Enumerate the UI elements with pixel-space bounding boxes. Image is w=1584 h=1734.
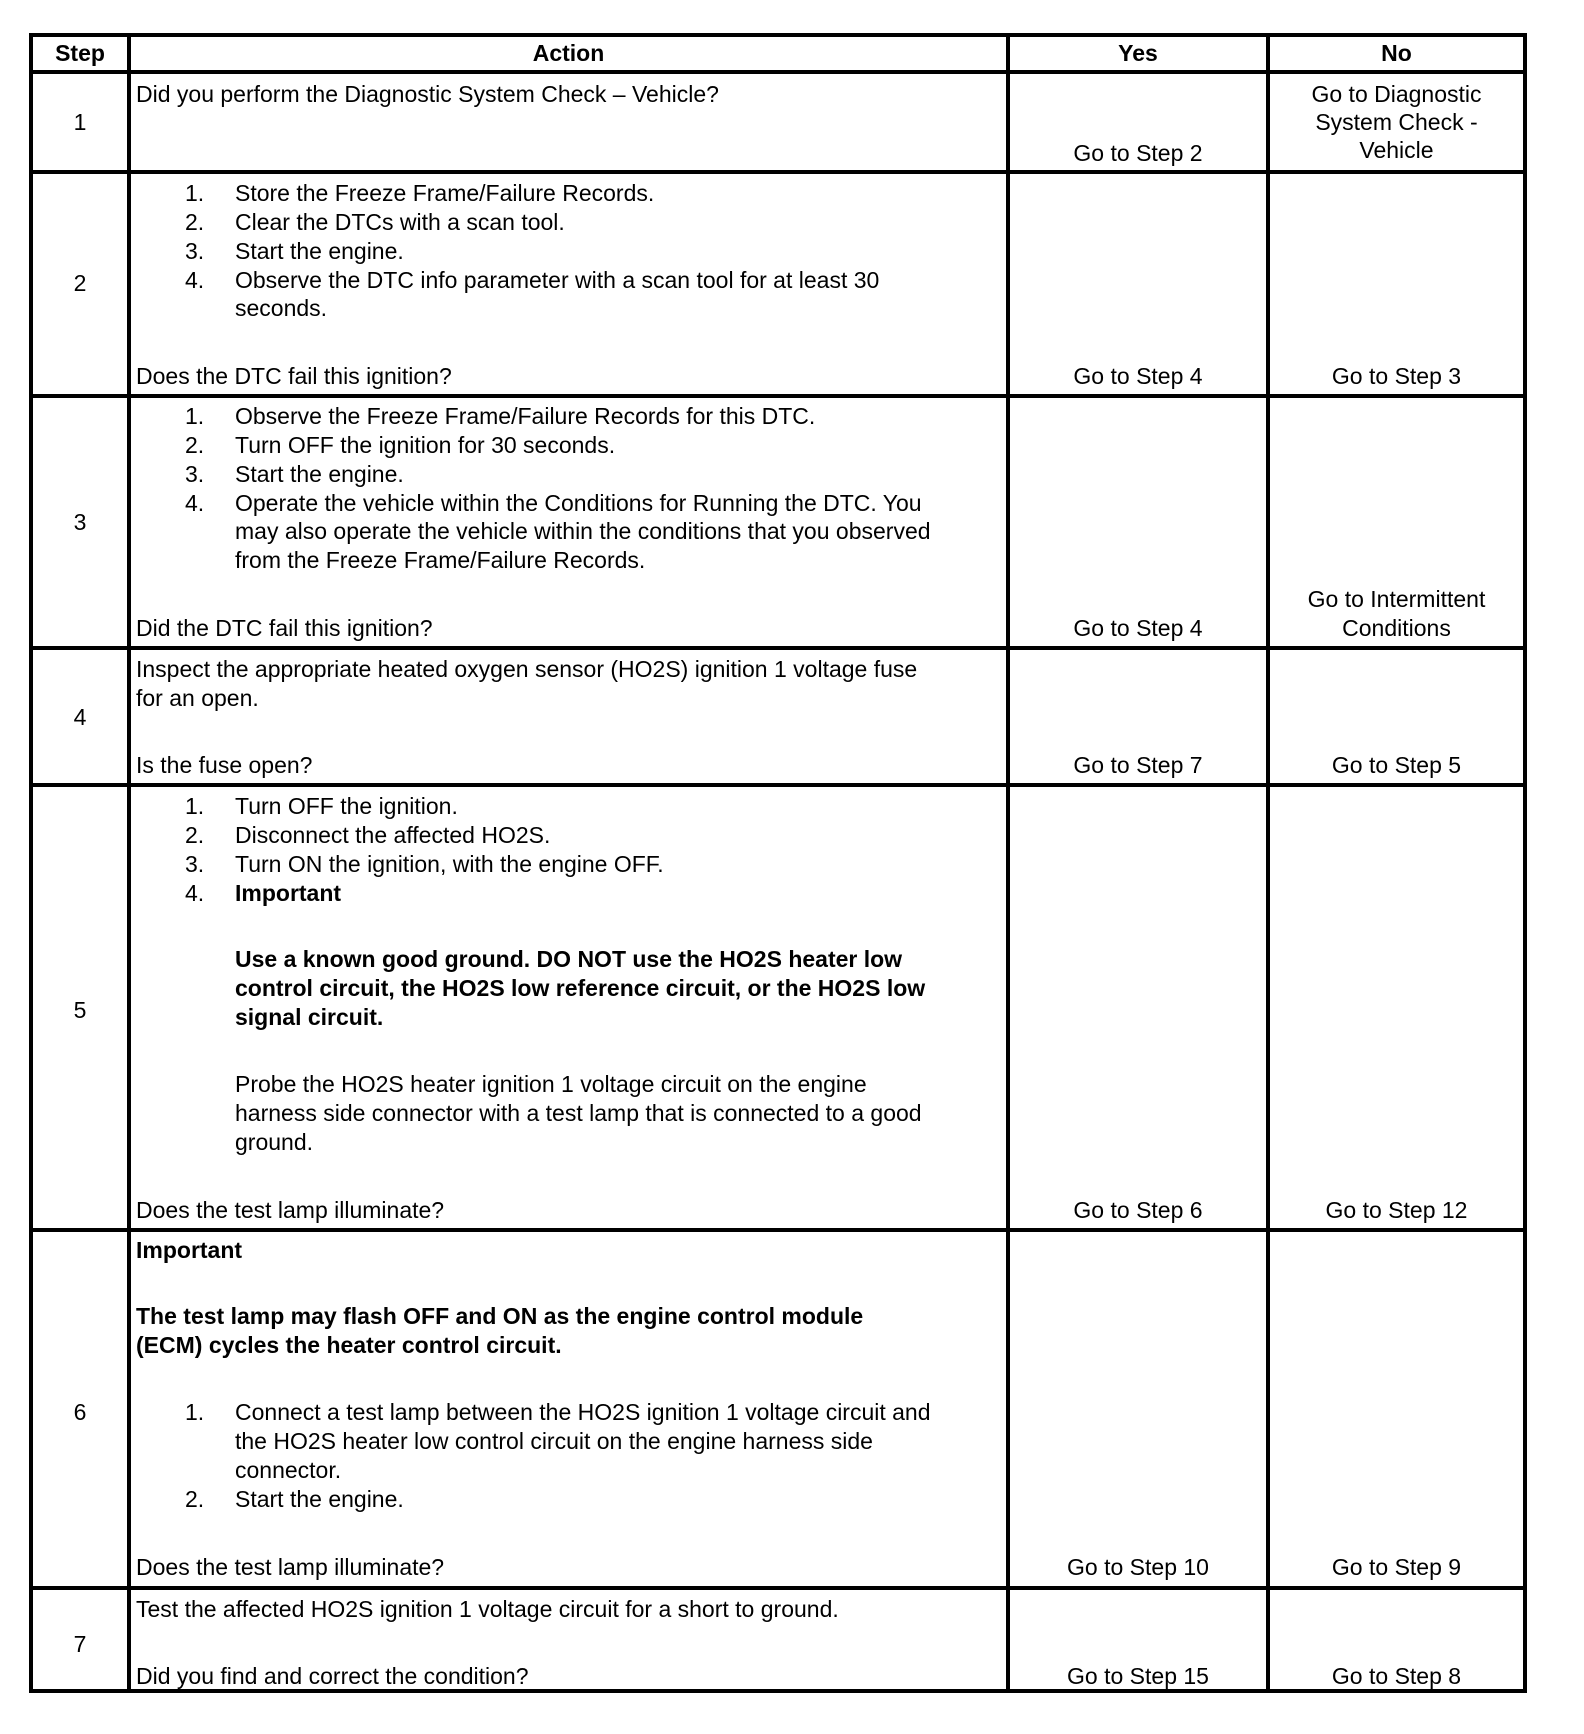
yes-result: Go to Step 15 [1067,1663,1209,1689]
list-item: Disconnect the affected HO2S. [235,822,551,848]
action-text: Test the affected HO2S ignition 1 voltage circuit for a short to ground. [136,1596,839,1622]
list-item: connector. [235,1457,342,1483]
no-result: System Check - [1315,109,1478,135]
important-label: Important [235,880,342,906]
no-result: Go to Step 5 [1331,752,1462,778]
action-question: Is the fuse open? [136,752,313,778]
list-item: from the Freeze Frame/Failure Records. [235,547,646,573]
action-text: Did you perform the Diagnostic System Check – Vehicle? [136,81,719,107]
list-item: Store the Freeze Frame/Failure Records. [235,180,655,206]
list-item: Start the engine. [235,238,404,264]
important-note: control circuit, the HO2S low reference circuit, or the HO2S low [235,975,926,1001]
header-divider [29,70,1527,74]
step-number: 5 [73,997,87,1023]
action-question: Did the DTC fail this ignition? [136,615,433,641]
yes-result: Go to Step 4 [1073,615,1203,641]
step-number: 2 [73,270,87,296]
list-number: 3. [185,851,205,877]
header-no: No [1381,40,1412,66]
column-divider [127,33,131,1693]
action-text: for an open. [136,685,259,711]
action-question: Does the test lamp illuminate? [136,1197,445,1223]
header-yes: Yes [1118,40,1158,66]
row-divider [29,394,1527,398]
table-border-right [1523,33,1527,1693]
no-result: Conditions [1342,615,1451,641]
yes-result: Go to Step 7 [1073,752,1203,778]
yes-result: Go to Step 6 [1073,1197,1203,1223]
diagnostic-table [29,33,1527,1693]
yes-result: Go to Step 2 [1073,140,1203,166]
step-number: 4 [73,704,87,730]
list-number: 4. [185,490,205,516]
list-item: Turn OFF the ignition. [235,793,458,819]
row-divider [29,646,1527,650]
list-number: 1. [185,180,205,206]
yes-result: Go to Step 4 [1073,363,1203,389]
list-item: Turn ON the ignition, with the engine OFF. [235,851,664,877]
step-number: 1 [73,109,87,135]
list-item: seconds. [235,295,328,321]
row-divider [29,170,1527,174]
table-border-bottom [29,1689,1527,1693]
list-number: 1. [185,793,205,819]
column-divider [1006,33,1010,1693]
no-result: Go to Diagnostic [1311,81,1482,107]
list-item: Connect a test lamp between the HO2S ignition 1 voltage circuit and [235,1399,931,1425]
important-label: Important [136,1237,243,1263]
probe-instruction: harness side connector with a test lamp that is connected to a good [235,1100,922,1126]
list-number: 3. [185,238,205,264]
list-item: Observe the Freeze Frame/Failure Records for this DTC. [235,403,816,429]
table-border-top [29,33,1527,37]
step-number: 6 [73,1399,87,1425]
row-divider [29,1228,1527,1232]
header-action: Action [532,40,605,66]
list-item: Turn OFF the ignition for 30 seconds. [235,432,616,458]
list-number: 4. [185,267,205,293]
action-question: Does the test lamp illuminate? [136,1554,445,1580]
header-step: Step [55,40,105,66]
action-question: Did you find and correct the condition? [136,1663,529,1689]
action-question: Does the DTC fail this ignition? [136,363,452,389]
important-note: The test lamp may flash OFF and ON as the engine control module [136,1303,864,1329]
list-item: Clear the DTCs with a scan tool. [235,209,565,235]
no-result: Go to Step 8 [1331,1663,1462,1689]
important-note: signal circuit. [235,1004,384,1030]
list-item: may also operate the vehicle within the conditions that you observed [235,518,931,544]
list-item: Start the engine. [235,461,404,487]
yes-result: Go to Step 10 [1067,1554,1209,1580]
step-number: 3 [73,509,87,535]
row-divider [29,783,1527,787]
step-number: 7 [73,1631,87,1657]
no-result: Go to Step 12 [1325,1197,1468,1223]
no-result: Vehicle [1359,137,1434,163]
list-item: the HO2S heater low control circuit on the engine harness side [235,1428,873,1454]
list-number: 2. [185,822,205,848]
column-divider [1266,33,1270,1693]
list-number: 2. [185,432,205,458]
list-item: Observe the DTC info parameter with a scan tool for at least 30 [235,267,880,293]
list-number: 4. [185,880,205,906]
important-note: (ECM) cycles the heater control circuit. [136,1332,562,1358]
action-text: Inspect the appropriate heated oxygen sensor (HO2S) ignition 1 voltage fuse [136,656,918,682]
no-result: Go to Step 3 [1331,363,1462,389]
row-divider [29,1586,1527,1590]
no-result: Go to Step 9 [1331,1554,1462,1580]
important-note: Use a known good ground. DO NOT use the HO2S heater low [235,946,903,972]
list-number: 2. [185,209,205,235]
list-item: Operate the vehicle within the Conditions for Running the DTC. You [235,490,922,516]
probe-instruction: ground. [235,1129,314,1155]
list-number: 1. [185,403,205,429]
probe-instruction: Probe the HO2S heater ignition 1 voltage circuit on the engine [235,1071,867,1097]
no-result: Go to Intermittent [1307,586,1486,612]
list-item: Start the engine. [235,1486,404,1512]
list-number: 3. [185,461,205,487]
list-number: 1. [185,1399,205,1425]
list-number: 2. [185,1486,205,1512]
